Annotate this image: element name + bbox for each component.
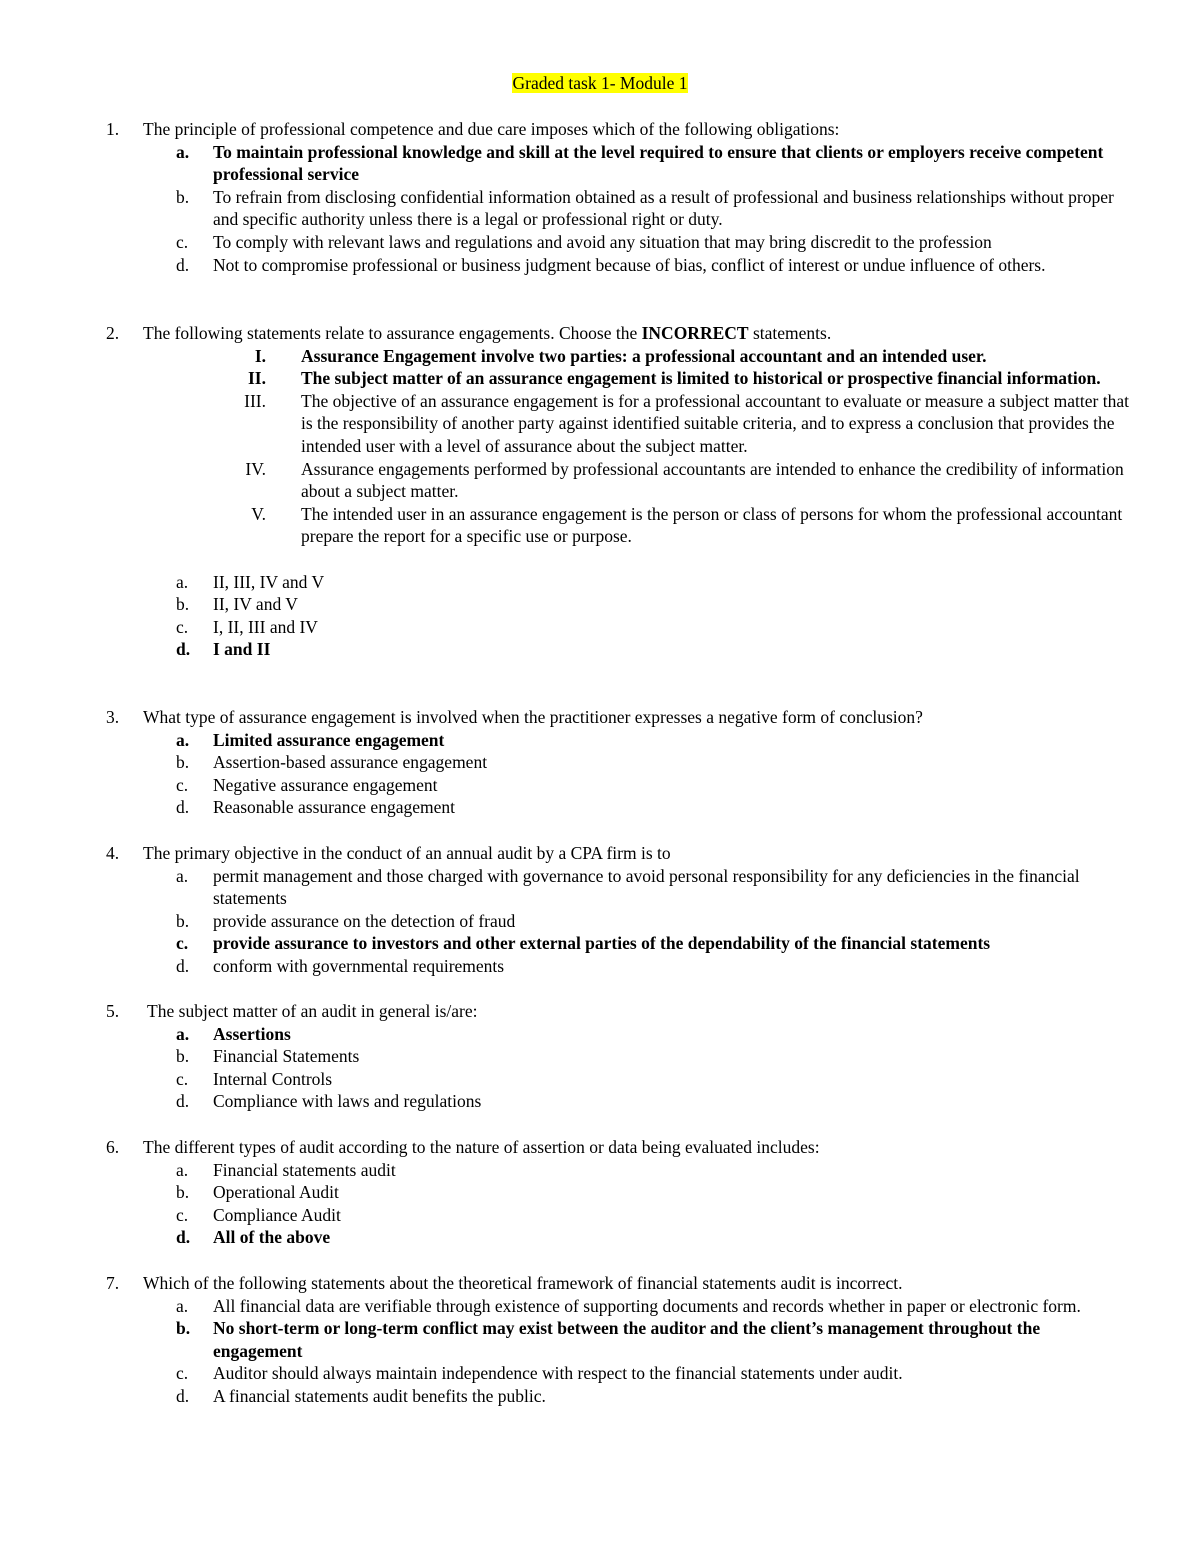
statement-number: II.: [248, 368, 266, 389]
option-b: [0, 1045, 1128, 1068]
question-number: 7.: [106, 1273, 120, 1293]
option-letter: c.: [176, 616, 189, 637]
option-text: To comply with relevant laws and regulations and avoid any situation that may bring discredit to the profession: [213, 231, 992, 252]
option-a: [0, 729, 1128, 752]
option-a: [0, 1023, 1128, 1046]
question-number: 5.: [106, 1001, 120, 1021]
option-text: A financial statements audit benefits the public.: [213, 1385, 546, 1406]
option-text: Auditor should always maintain independence with respect to the financial statements under audit.: [213, 1363, 903, 1384]
option-text: To refrain from disclosing confidential information obtained as a result of professional and business relationships without proper and specific authority unless there is a legal or professional right or duty.: [213, 186, 1114, 230]
question-text-post: statements.: [748, 323, 832, 343]
option-d: [0, 638, 1128, 661]
option-c: [0, 1362, 1128, 1385]
option-d: [0, 955, 1128, 978]
question-text: The different types of audit according to the nature of assertion or data being evaluated includes:: [143, 1137, 820, 1157]
option-text: permit management and those charged with governance to avoid personal responsibility for any deficiencies in the financial statements: [213, 865, 1080, 909]
option-b: [0, 186, 1128, 231]
question-3: [0, 706, 1200, 819]
page-title: Graded task 1- Module 1: [512, 73, 688, 93]
option-letter: a.: [176, 1295, 189, 1316]
option-d: [0, 1226, 1128, 1249]
option-text: I and II: [213, 639, 271, 660]
option-text: All of the above: [213, 1227, 331, 1248]
spacer: [0, 548, 1200, 571]
option-text: Negative assurance engagement: [213, 774, 438, 795]
statement-iv: [0, 458, 1131, 503]
option-letter: b.: [176, 910, 190, 931]
option-a: [0, 1295, 1128, 1318]
option-text: All financial data are verifiable through existence of supporting documents and records whether in paper or electronic form.: [213, 1295, 1081, 1316]
option-c: [0, 932, 1128, 955]
option-text: Assertions: [213, 1023, 291, 1044]
option-c: [0, 231, 1128, 254]
question-number: 1.: [106, 119, 120, 139]
question-1: [0, 118, 1200, 276]
option-text: Limited assurance engagement: [213, 729, 445, 750]
option-letter: c.: [176, 1363, 189, 1384]
statement-text: The intended user in an assurance engagement is the person or class of persons for whom the professional accountant prepare the report for a specific use or purpose.: [301, 503, 1123, 547]
option-letter: a.: [176, 865, 189, 886]
option-letter: b.: [176, 1318, 191, 1339]
option-letter: d.: [176, 955, 190, 976]
option-letter: a.: [176, 141, 190, 162]
option-c: [0, 616, 1128, 639]
option-letter: c.: [176, 933, 189, 954]
option-d: [0, 254, 1128, 277]
option-text: I, II, III and IV: [213, 616, 318, 637]
option-b: [0, 593, 1128, 616]
statement-text: Assurance Engagement involve two parties: a professional accountant and an intended user.: [301, 345, 987, 366]
option-text: Financial statements audit: [213, 1159, 396, 1180]
statement-i: [0, 345, 1131, 368]
option-letter: b.: [176, 752, 190, 773]
question-stem: [0, 118, 1128, 141]
statement-number: III.: [244, 390, 266, 411]
statement-text: Assurance engagements performed by professional accountants are intended to enhance the credibility of information about a subject matter.: [301, 458, 1124, 502]
question-text: The subject matter of an audit in general is/are:: [143, 1001, 478, 1021]
question-stem: [0, 1000, 1128, 1023]
option-text: II, IV and V: [213, 594, 298, 615]
option-text: Internal Controls: [213, 1068, 333, 1089]
option-text: Compliance Audit: [213, 1204, 341, 1225]
question-stem: [0, 1136, 1128, 1159]
statement-number: I.: [254, 345, 266, 366]
question-text: What type of assurance engagement is involved when the practitioner expresses a negative form of conclusion?: [143, 707, 923, 727]
question-number: 4.: [106, 843, 120, 863]
statement-number: V.: [251, 503, 266, 524]
question-stem: [0, 842, 1128, 865]
option-text: No short-term or long-term conflict may exist between the auditor and the client’s management throughout the engagement: [213, 1318, 1041, 1361]
question-text: The principle of professional competence and due care imposes which of the following obligations:: [143, 119, 840, 139]
option-letter: c.: [176, 231, 189, 252]
option-letter: d.: [176, 1091, 190, 1112]
option-d: [0, 1385, 1128, 1408]
option-letter: d.: [176, 1227, 191, 1248]
statement-text: The subject matter of an assurance engagement is limited to historical or prospective financial information.: [301, 368, 1101, 389]
option-c: [0, 774, 1128, 797]
option-letter: b.: [176, 1182, 190, 1203]
option-a: [0, 1159, 1128, 1182]
question-stem: [0, 322, 1128, 345]
option-b: [0, 1181, 1128, 1204]
option-b: [0, 1317, 1128, 1362]
option-letter: a.: [176, 571, 189, 592]
option-letter: b.: [176, 1046, 190, 1067]
option-a: [0, 141, 1128, 186]
option-letter: a.: [176, 1159, 189, 1180]
statement-number: IV.: [245, 458, 266, 479]
option-letter: d.: [176, 254, 190, 275]
question-4: [0, 842, 1200, 978]
question-stem: [0, 706, 1128, 729]
option-text: Reasonable assurance engagement: [213, 797, 455, 818]
option-text: II, III, IV and V: [213, 571, 325, 592]
option-letter: c.: [176, 1068, 189, 1089]
option-text: conform with governmental requirements: [213, 955, 505, 976]
option-text: Operational Audit: [213, 1182, 339, 1203]
option-a: [0, 571, 1128, 594]
statement-text: The objective of an assurance engagement is for a professional accountant to evaluate or measure a subject matter that is the responsibility of another party against identified suitable criteria, and to express a conclusion that provides the intended user with a level of assurance about the subject matter.: [301, 390, 1129, 456]
option-letter: d.: [176, 797, 190, 818]
question-stem: [0, 1272, 1128, 1295]
option-letter: c.: [176, 774, 189, 795]
option-letter: c.: [176, 1204, 189, 1225]
question-number: 6.: [106, 1137, 120, 1157]
question-5: [0, 1000, 1200, 1113]
option-text: Compliance with laws and regulations: [213, 1091, 482, 1112]
question-number: 2.: [106, 323, 120, 343]
option-d: [0, 796, 1128, 819]
statement-ii: [0, 367, 1131, 390]
option-text: Not to compromise professional or business judgment because of bias, conflict of interest or undue influence of others.: [213, 254, 1046, 275]
option-text: provide assurance to investors and other external parties of the dependability of the financial statements: [213, 933, 991, 954]
option-c: [0, 1204, 1128, 1227]
statement-iii: [0, 390, 1131, 458]
option-d: [0, 1090, 1128, 1113]
statement-v: [0, 503, 1131, 548]
option-letter: a.: [176, 1023, 190, 1044]
question-text-emphasis: INCORRECT: [641, 323, 749, 343]
question-7: [0, 1272, 1200, 1408]
option-letter: d.: [176, 639, 191, 660]
question-text-pre: The following statements relate to assurance engagements. Choose the: [143, 323, 642, 343]
question-6: [0, 1136, 1200, 1249]
question-2: [0, 322, 1200, 661]
option-text: To maintain professional knowledge and skill at the level required to ensure that clients or employers receive competent professional service: [213, 141, 1104, 185]
option-letter: b.: [176, 594, 190, 615]
option-letter: d.: [176, 1385, 190, 1406]
option-text: Assertion-based assurance engagement: [213, 752, 488, 773]
question-text: The primary objective in the conduct of an annual audit by a CPA firm is to: [143, 843, 671, 863]
option-b: [0, 751, 1128, 774]
option-letter: b.: [176, 186, 190, 207]
question-number: 3.: [106, 707, 120, 727]
option-a: [0, 865, 1128, 910]
option-letter: a.: [176, 729, 190, 750]
option-text: Financial Statements: [213, 1046, 360, 1067]
title-container: [0, 72, 1200, 95]
option-c: [0, 1068, 1128, 1091]
question-text: Which of the following statements about the theoretical framework of financial statements audit is incorrect.: [143, 1273, 903, 1293]
option-b: [0, 910, 1128, 933]
option-text: provide assurance on the detection of fraud: [213, 910, 516, 931]
